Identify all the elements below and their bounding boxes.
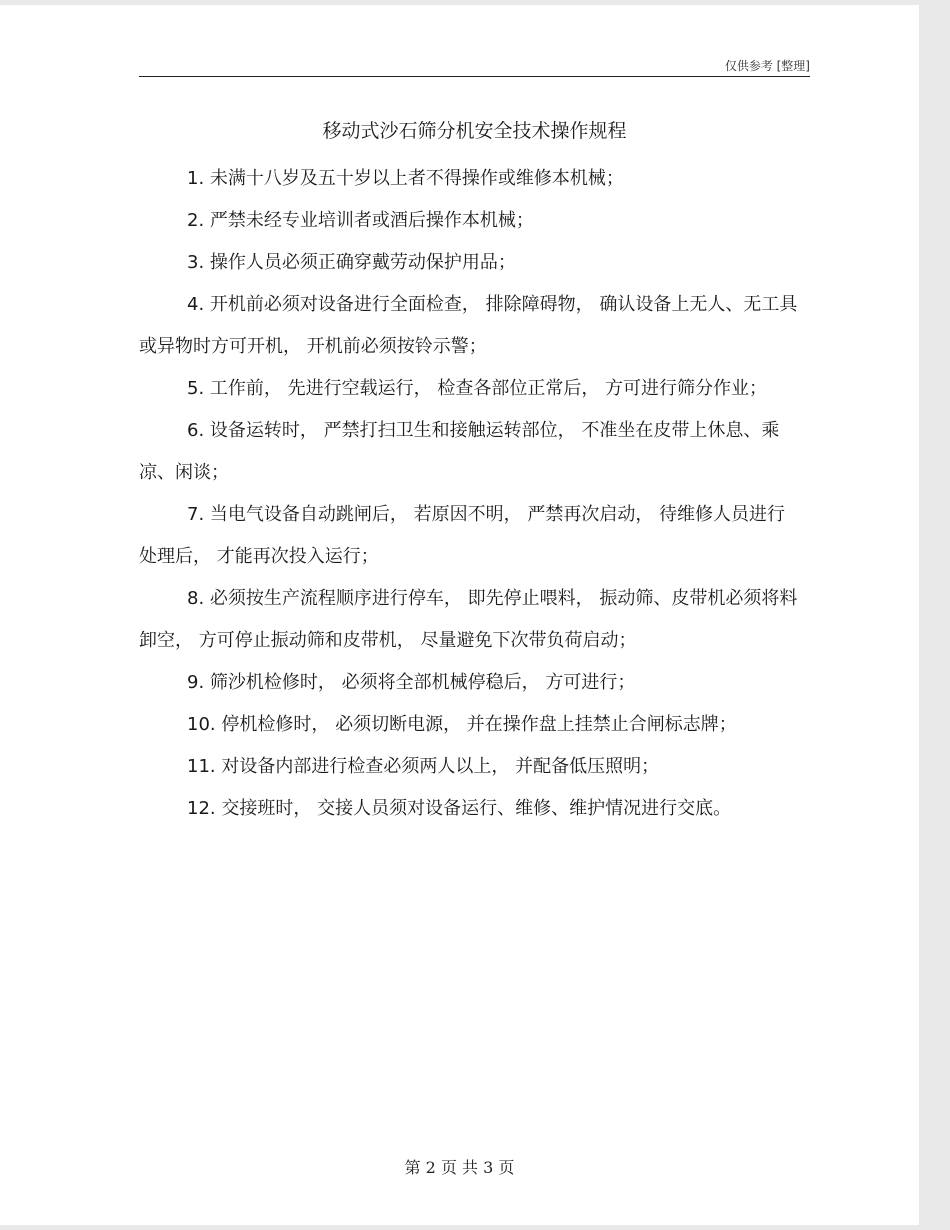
paragraph-1: 1. 未满十八岁及五十岁以上者不得操作或维修本机械； — [187, 168, 624, 189]
paragraph-12: 12. 交接班时， 交接人员须对设备运行、维修、维护情况进行交底。 — [187, 798, 732, 819]
paragraph-9: 9. 筛沙机检修时， 必须将全部机械停稳后， 方可进行； — [187, 672, 636, 693]
page-number: 第 2 页 共 3 页 — [404, 1158, 515, 1177]
document-body — [139, 158, 801, 830]
paragraph-10: 10. 停机检修时， 必须切断电源， 并在操作盘上挂禁止合闸标志牌； — [187, 714, 737, 735]
paragraph-8: 8. 必须按生产流程顺序进行停车， 即先停止喂料， 振动筛、皮带机必须将料卸空， 方可停止振动筛和皮带机， 尽量避免下次带负荷启动； — [139, 588, 798, 651]
paragraph-5: 5. 工作前， 先进行空载运行， 检查各部位正常后， 方可进行筛分作业； — [187, 378, 768, 399]
paragraph-4: 4. 开机前必须对设备进行全面检查， 排除障碍物， 确认设备上无人、无工具或异物时方可开机， 开机前必须按铃示警； — [139, 294, 798, 357]
paragraph-3: 3. 操作人员必须正确穿戴劳动保护用品； — [187, 252, 516, 273]
header-divider — [139, 76, 810, 77]
header-note: 仅供参考 [整理] — [724, 59, 810, 73]
paragraph-6: 6. 设备运转时， 严禁打扫卫生和接触运转部位， 不准坐在皮带上休息、乘凉、闲谈； — [139, 420, 780, 483]
paragraph-11: 11. 对设备内部进行检查必须两人以上， 并配备低压照明； — [187, 756, 660, 777]
document-page — [0, 5, 919, 1225]
paragraph-2: 2. 严禁未经专业培训者或酒后操作本机械； — [187, 210, 534, 231]
document-title: 移动式沙石筛分机安全技术操作规程 — [322, 120, 627, 142]
paragraph-7: 7. 当电气设备自动跳闸后， 若原因不明， 严禁再次启动， 待维修人员进行处理后， 才能再次投入运行； — [139, 504, 786, 567]
